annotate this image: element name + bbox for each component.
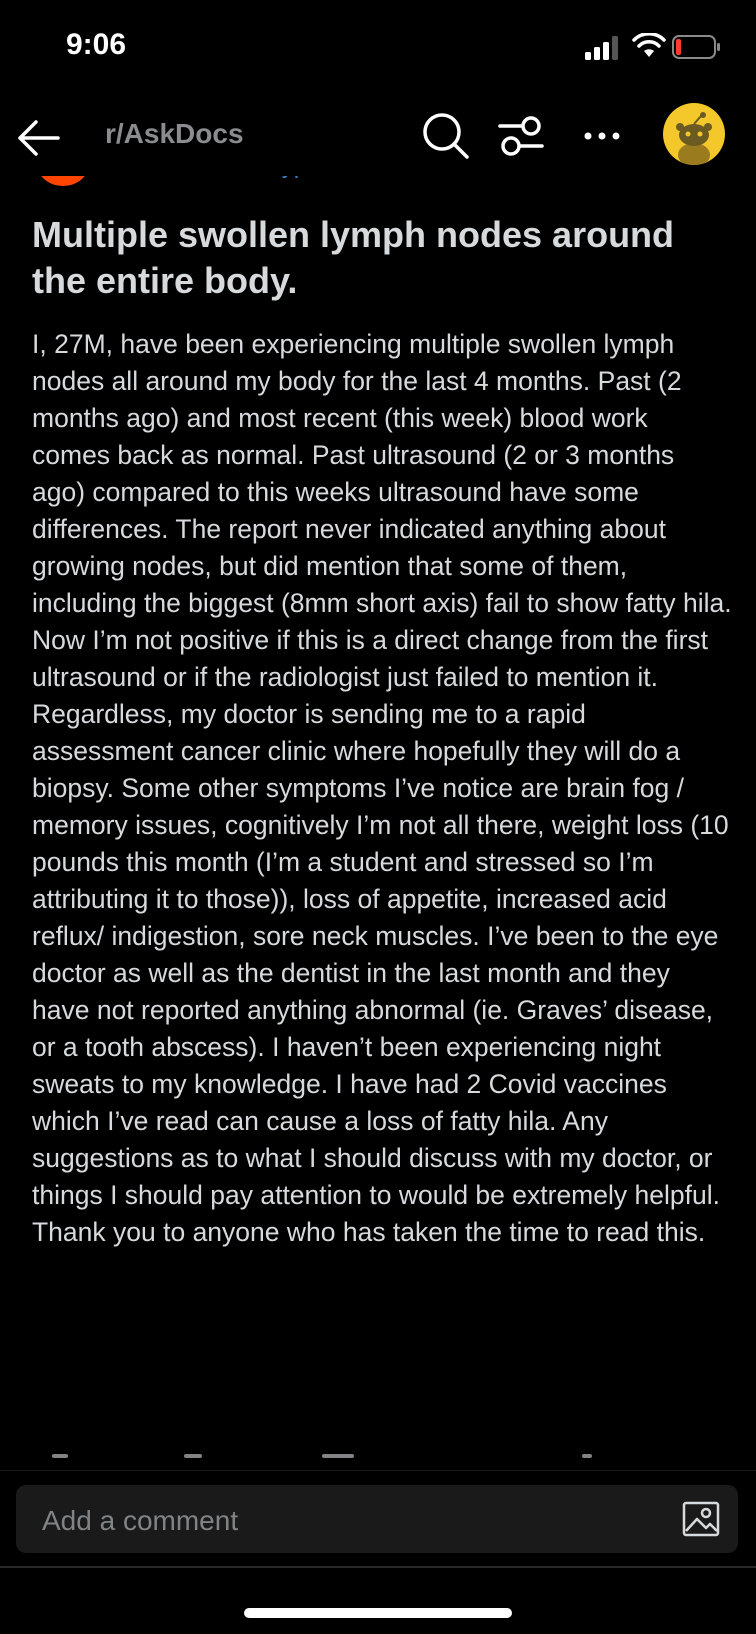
bottom-divider	[0, 1566, 756, 1568]
comment-placeholder: Add a comment	[42, 1505, 239, 1536]
battery-icon	[672, 34, 722, 60]
add-comment-input[interactable]	[16, 1485, 738, 1553]
snoo-avatar-icon	[663, 103, 725, 165]
award-icon[interactable]	[582, 1454, 592, 1458]
subreddit-name[interactable]: r/AskDocs	[105, 118, 244, 149]
nav-bar	[0, 100, 756, 176]
home-indicator[interactable]	[244, 1608, 512, 1618]
post-body: I, 27M, have been experiencing multiple swollen lymph nodes all around my body for the last 4 months. Past (2 months ago) and most recent (this week) blood work comes back as normal. Past ultrasound (2 or 3 months ago) compared to this weeks ultrasound have some differences. The report never indicated anything about growing nodes, but did mention that some of them, including the biggest (8mm short axis) fail to show fatty hila. Now I’m not positive if this is a direct change from the first ultrasound or if the radiologist just failed to mention it. Regardless, my doctor is sending me to a rapid assessment cancer clinic where hopefully they will do a biopsy. Some other symptoms I’ve notice are brain fog / memory issues, cognitively I’m not all there, weight loss (10 pounds this month (I’m a student and stressed so I’m attributing it to those)), loss of appetite, increased acid reflux/ indigestion, sore neck muscles. I’ve been to the eye doctor as well as the dentist in the last month and they have not reported anything abnormal (ie. Graves’ disease, or a tooth abscess). I haven’t been experiencing night sweats to my knowledge. I have had 2 Covid vaccines which I’ve read can cause a loss of fatty hila. Any suggestions as to what I should discuss with my doctor, or things I should pay attention to would be extremely helpful. Thank you to anyone who has taken the time to read this.	[32, 329, 732, 1247]
search-icon[interactable]	[420, 110, 472, 162]
comment-icon[interactable]	[184, 1454, 202, 1458]
wifi-icon	[632, 33, 666, 59]
post-title: Multiple swollen lymph nodes around the entire body.	[32, 214, 675, 301]
upvote-icon[interactable]	[52, 1454, 68, 1458]
filter-sliders-icon[interactable]	[496, 112, 546, 160]
user-avatar[interactable]	[663, 103, 725, 165]
post-actions-bar	[0, 1454, 756, 1462]
comment-bar	[0, 1470, 756, 1567]
back-arrow-icon[interactable]	[14, 114, 62, 162]
more-dots-icon[interactable]	[580, 114, 624, 158]
status-time: 9:06	[66, 28, 127, 61]
image-icon[interactable]	[682, 1501, 720, 1537]
cellular-signal-icon	[585, 36, 621, 60]
status-bar	[0, 0, 756, 96]
share-icon[interactable]	[322, 1454, 354, 1458]
